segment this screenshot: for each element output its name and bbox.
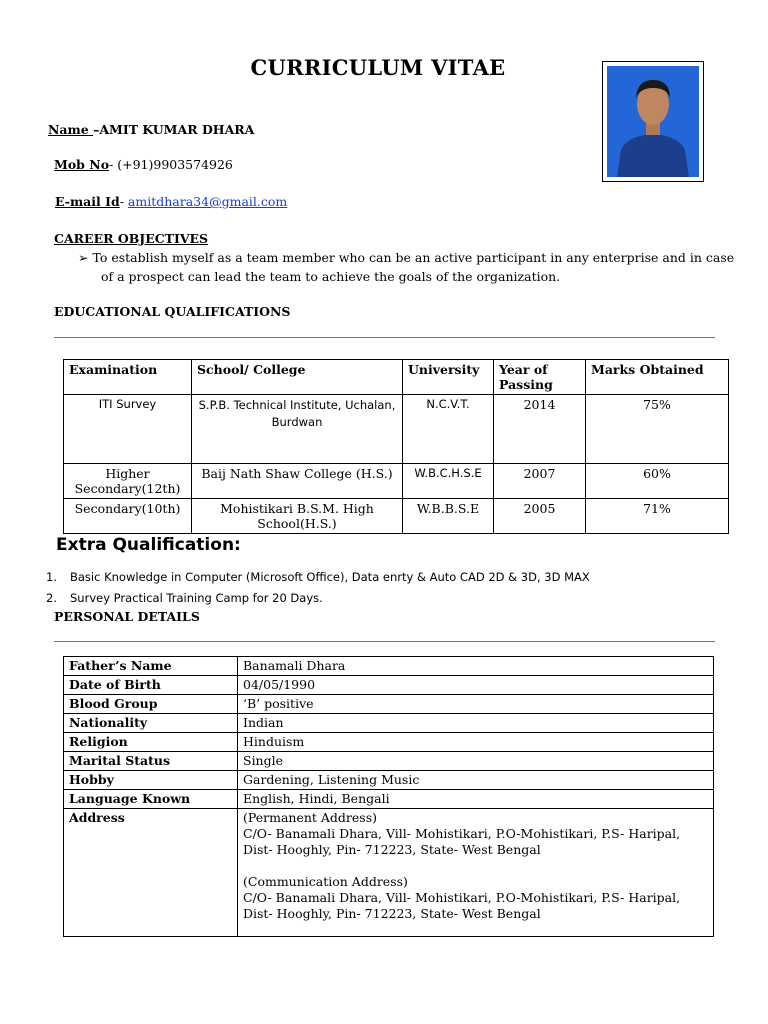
row-value: Single xyxy=(238,752,714,771)
profile-photo xyxy=(602,61,704,182)
career-text-2: of a prospect can lead the team to achieve the goals of the organization. xyxy=(101,269,561,284)
email-label: E-mail Id xyxy=(55,194,120,209)
cell-exam: Higher Secondary(12th) xyxy=(64,464,192,499)
name-label: Name xyxy=(48,122,94,137)
cell-school: S.P.B. Technical Institute, Uchalan, Burdwan xyxy=(192,395,403,464)
arrow-bullet-icon: ➢ xyxy=(78,250,89,265)
cell-marks: 71% xyxy=(586,499,729,534)
row-key: Date of Birth xyxy=(64,676,238,695)
cell-year: 2007 xyxy=(494,464,586,499)
person-photo-image xyxy=(607,66,699,177)
row-value: Indian xyxy=(238,714,714,733)
row-key: Nationality xyxy=(64,714,238,733)
cell-university: N.C.V.T. xyxy=(403,395,494,464)
email-separator: - xyxy=(119,194,128,209)
list-number: 2. xyxy=(46,591,57,605)
row-value: Hinduism xyxy=(238,733,714,752)
education-table xyxy=(63,359,729,534)
row-key: Father’s Name xyxy=(64,657,238,676)
row-key: Religion xyxy=(64,733,238,752)
row-value: Banamali Dhara xyxy=(238,657,714,676)
cell-university: W.B.C.H.S.E xyxy=(403,464,494,499)
divider xyxy=(54,337,715,338)
address-value xyxy=(238,809,714,937)
list-number: 1. xyxy=(46,570,57,584)
row-value: English, Hindi, Bengali xyxy=(238,790,714,809)
person-silhouette-icon xyxy=(607,66,699,177)
cell-exam: Secondary(10th) xyxy=(64,499,192,534)
communication-address-label: (Communication Address) xyxy=(243,874,408,889)
name-value: –AMIT KUMAR DHARA xyxy=(93,122,255,137)
extra-qualification-heading: Extra Qualification: xyxy=(56,535,241,555)
address-spacer xyxy=(243,858,708,874)
cell-exam: ITI Survey xyxy=(64,395,192,464)
table-row xyxy=(64,695,714,714)
cell-school: Baij Nath Shaw College (H.S.) xyxy=(192,464,403,499)
table-row xyxy=(64,676,714,695)
career-line-1 xyxy=(78,250,734,265)
row-key: Language Known xyxy=(64,790,238,809)
cell-university: W.B.B.S.E xyxy=(403,499,494,534)
email-line xyxy=(55,194,287,209)
row-value: Gardening, Listening Music xyxy=(238,771,714,790)
list-text: Survey Practical Training Camp for 20 Days. xyxy=(70,591,323,605)
cell-year: 2014 xyxy=(494,395,586,464)
list-item xyxy=(46,568,590,589)
row-value: ‘B’ positive xyxy=(238,695,714,714)
table-row xyxy=(64,752,714,771)
permanent-address-label: (Permanent Address) xyxy=(243,810,378,825)
career-heading: CAREER OBJECTIVES xyxy=(54,231,209,246)
row-key: Blood Group xyxy=(64,695,238,714)
cell-year: 2005 xyxy=(494,499,586,534)
name-line xyxy=(48,122,254,137)
col-marks: Marks Obtained xyxy=(586,360,729,395)
mobile-value: - (+91)9903574926 xyxy=(109,157,233,172)
extra-qualification-list xyxy=(46,568,590,610)
table-row xyxy=(64,790,714,809)
row-value: 04/05/1990 xyxy=(238,676,714,695)
page-title: CURRICULUM VITAE xyxy=(250,55,506,80)
email-link[interactable]: amitdhara34@gmail.com xyxy=(127,194,288,209)
address-row xyxy=(64,809,714,937)
table-row xyxy=(64,771,714,790)
personal-heading: PERSONAL DETAILS xyxy=(54,609,200,624)
table-row xyxy=(64,395,729,464)
education-heading: EDUCATIONAL QUALIFICATIONS xyxy=(54,304,291,319)
mobile-label: Mob No xyxy=(54,157,110,172)
table-row xyxy=(64,733,714,752)
table-row xyxy=(64,499,729,534)
permanent-address-line-1: C/O- Banamali Dhara, Vill- Mohistikari, P.O-Mohistikari, P.S- Haripal, xyxy=(243,826,681,841)
cell-marks: 75% xyxy=(586,395,729,464)
col-university: University xyxy=(403,360,494,395)
communication-address-line-2: Dist- Hooghly, Pin- 712223, State- West Bengal xyxy=(243,906,541,921)
table-row xyxy=(64,657,714,676)
row-key: Hobby xyxy=(64,771,238,790)
row-key: Marital Status xyxy=(64,752,238,771)
mobile-line xyxy=(54,157,233,172)
list-text: Basic Knowledge in Computer (Microsoft Office), Data enrty & Auto CAD 2D & 3D, 3D MAX xyxy=(70,570,590,584)
cell-marks: 60% xyxy=(586,464,729,499)
col-year: Year of Passing xyxy=(494,360,586,395)
cell-school: Mohistikari B.S.M. High School(H.S.) xyxy=(192,499,403,534)
table-header-row xyxy=(64,360,729,395)
career-text-1: To establish myself as a team member who can be an active participant in any enterprise and in case xyxy=(92,250,735,265)
communication-address-line-1: C/O- Banamali Dhara, Vill- Mohistikari, P.O-Mohistikari, P.S- Haripal, xyxy=(243,890,681,905)
address-key: Address xyxy=(64,809,238,937)
col-school: School/ College xyxy=(192,360,403,395)
list-item xyxy=(46,589,590,610)
table-row xyxy=(64,464,729,499)
personal-table xyxy=(63,656,714,937)
permanent-address-line-2: Dist- Hooghly, Pin- 712223, State- West Bengal xyxy=(243,842,541,857)
col-examination: Examination xyxy=(64,360,192,395)
table-row xyxy=(64,714,714,733)
divider xyxy=(54,641,715,642)
